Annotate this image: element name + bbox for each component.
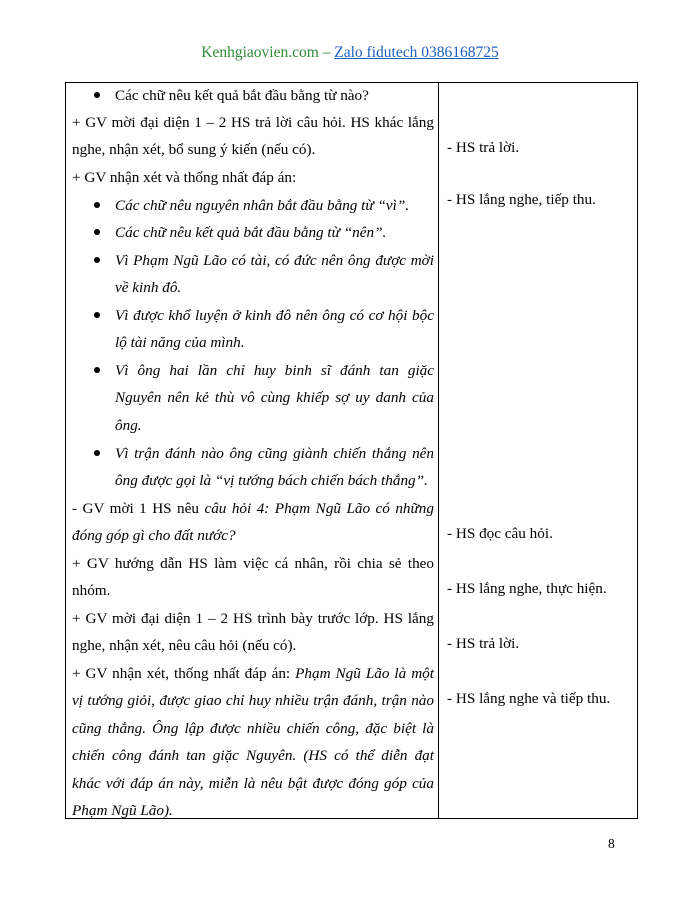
answer-line: Vì ông hai lần chỉ huy binh sĩ đánh tan giặc xyxy=(115,362,434,379)
question-line: đóng góp gì cho đất nước? xyxy=(72,527,236,544)
page-number: 8 xyxy=(608,836,615,851)
text-line xyxy=(72,499,434,519)
student-line: - HS trả lời. xyxy=(447,635,520,652)
column-divider xyxy=(438,83,439,818)
student-line: - HS trả lời. xyxy=(447,139,520,156)
text-line: + GV hướng dẫn HS làm việc cá nhân, rồi chia sẻ theo xyxy=(72,555,434,572)
answer-line: về kinh đô. xyxy=(115,279,182,296)
bullet-icon xyxy=(94,450,100,456)
student-line: - HS lắng nghe, tiếp thu. xyxy=(447,191,596,208)
bullet-icon xyxy=(94,92,100,98)
header-contact-link[interactable]: Zalo fidutech 0386168725 xyxy=(334,44,499,61)
header-site: Kenhgiaovien.com xyxy=(201,44,319,61)
text-line: + GV nhận xét và thống nhất đáp án: xyxy=(72,169,297,186)
answer-line: cũng thắng. Ông lập được nhiều chiến công, đặc biệt là xyxy=(72,720,434,737)
bullet-icon xyxy=(94,202,100,208)
text-line: nhóm. xyxy=(72,582,111,599)
student-line: - HS lắng nghe và tiếp thu. xyxy=(447,690,611,707)
bullet-icon xyxy=(94,257,100,263)
bullet-icon xyxy=(94,367,100,373)
answer-line: Phạm Ngũ Lão). xyxy=(72,802,173,819)
text-line: Các chữ nêu kết quả bắt đầu bằng từ nào? xyxy=(115,87,369,104)
bullet-icon xyxy=(94,229,100,235)
bullet-icon xyxy=(94,312,100,318)
student-line: - HS đọc câu hỏi. xyxy=(447,525,553,542)
answer-line: Vì Phạm Ngũ Lão có tài, có đức nên ông được mời xyxy=(115,252,434,269)
answer-line: Vì trận đánh nào ông cũng giành chiến thắng nên xyxy=(115,445,434,462)
answer-fragment: Phạm Ngũ Lão là một xyxy=(295,665,434,682)
student-line: - HS lắng nghe, thực hiện. xyxy=(447,580,607,597)
answer-line: vị tướng giỏi, được giao chỉ huy nhiều trận đánh, trận nào xyxy=(72,692,434,709)
text-line: nghe, nhận xét, nêu câu hỏi (nếu có). xyxy=(72,637,297,654)
text-fragment: - GV mời 1 HS nêu xyxy=(72,500,205,517)
header-separator: – xyxy=(318,44,335,61)
lesson-table xyxy=(65,82,638,819)
text-line: + GV mời đại diện 1 – 2 HS trình bày trước lớp. HS lắng xyxy=(72,610,434,627)
answer-line: ông. xyxy=(115,417,142,434)
text-line: + GV mời đại diện 1 – 2 HS trả lời câu hỏi. HS khác lắng xyxy=(72,114,434,131)
page-header xyxy=(0,44,700,62)
text-line xyxy=(72,664,434,684)
answer-line: Các chữ nêu kết quả bắt đầu bằng từ “nên”. xyxy=(115,224,387,241)
answer-line: Các chữ nêu nguyên nhân bắt đầu bằng từ “vì”. xyxy=(115,197,410,214)
answer-line: lộ tài năng của mình. xyxy=(115,334,245,351)
answer-line: chiến công đánh tan giặc Nguyên. (HS có thể diễn đạt xyxy=(72,747,434,764)
text-fragment: + GV nhận xét, thống nhất đáp án: xyxy=(72,665,296,682)
text-line: nghe, nhận xét, bổ sung ý kiến (nếu có). xyxy=(72,141,316,158)
answer-line: ông được gọi là “vị tướng bách chiến bách thắng”. xyxy=(115,472,428,489)
answer-line: Vì được khổ luyện ở kinh đô nên ông có cơ hội bộc xyxy=(115,307,434,324)
answer-line: khác với đáp án này, miễn là nêu bật được đóng góp của xyxy=(72,775,434,792)
answer-line: Nguyên nên kẻ thù vô cùng khiếp sợ uy danh của xyxy=(115,389,434,406)
question-fragment: câu hỏi 4: Phạm Ngũ Lão có những xyxy=(204,500,434,517)
